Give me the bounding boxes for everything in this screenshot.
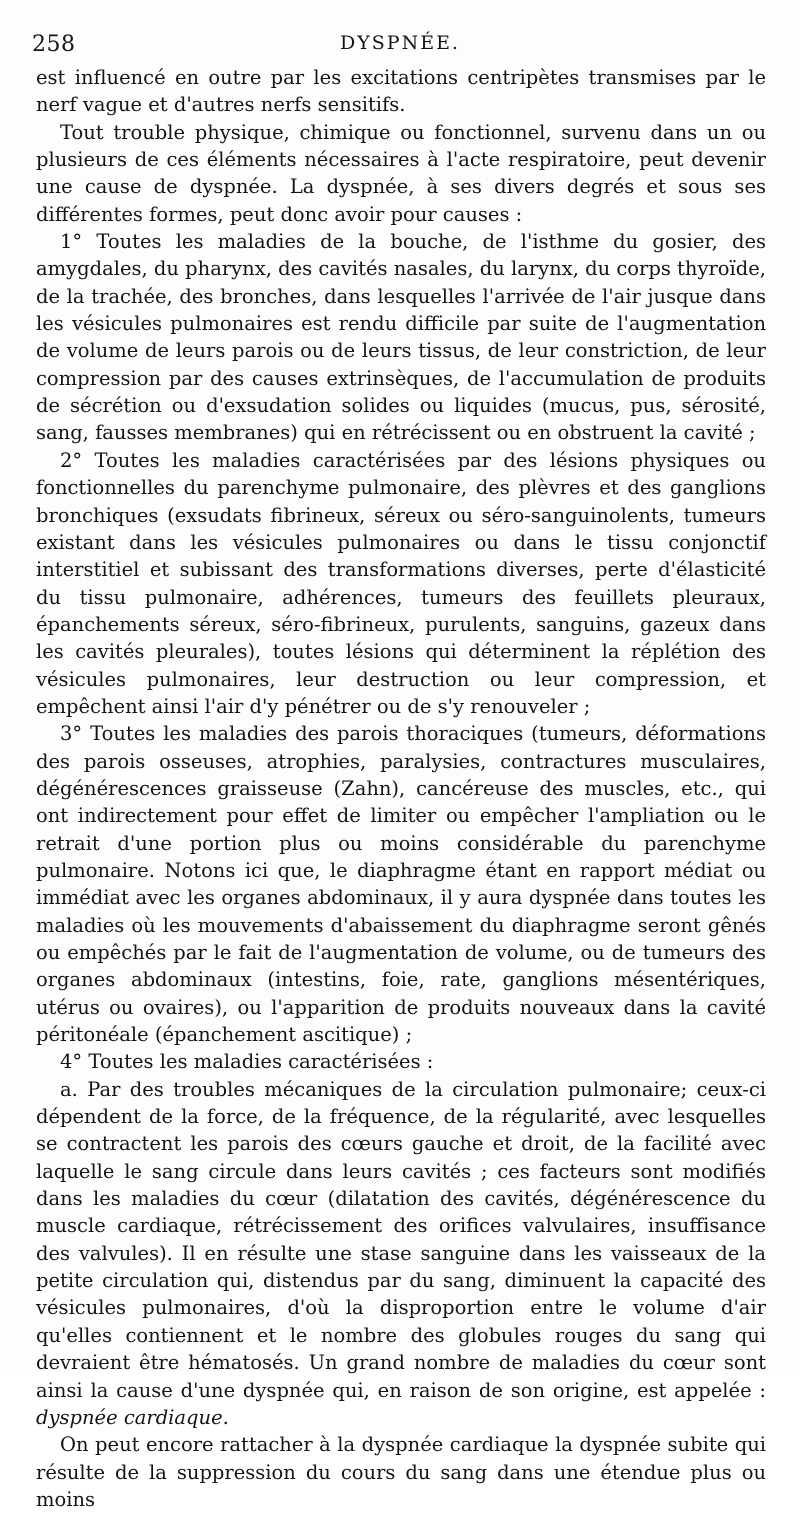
body-text <box>36 64 766 1513</box>
paragraph-cause-1: 1° Toutes les maladies de la bouche, de l'isthme du gosier, des amygdales, du pharynx, des cavités nasales, du larynx, du corps thyroïde, de la trachée, des bronches, dans lesquelles l'arrivée de l'air jusque dans les vésicules pulmonaires est rendu difficile par suite de l'augmentation de volume de leurs parois ou de leurs tissus, de leur constriction, de leur compression par des causes extrinsèques, de l'accumulation de produits de sécrétion ou d'exsudation solides ou liquides (mucus, pus, sérosité, sang, fausses membranes) qui en rétrécissent ou en obstruent la cavité ; <box>36 230 766 445</box>
paragraph-cause-3: 3° Toutes les maladies des parois thoraciques (tumeurs, déformations des parois osseuses, atrophies, paralysies, contractures musculaires, dégénérescences graisseuse (Zahn), cancéreuse des muscles, etc., qui ont indirectement pour effet de limiter ou empêcher l'ampliation ou le retrait d'une portion plus ou moins considérable du parenchyme pulmonaire. Notons ici que, le diaphragme étant en rapport médiat ou immédiat avec les organes abdominaux, il y aura dyspnée dans toutes les maladies où les mouvements d'abaissement du diaphragme seront gênés ou empêchés par le fait de l'augmentation de volume, ou de tumeurs des organes abdominaux (intestins, foie, rate, ganglions mésentériques, utérus ou ovaires), ou l'apparition de produits nouveaux dans la cavité péritonéale (épanchement ascitique) ; <box>36 722 766 1047</box>
dyspnee-cardiaque-term: dyspnée cardiaque. <box>36 1405 229 1429</box>
page-number: 258 <box>32 32 76 57</box>
paragraph-cause-4a <box>36 1076 766 1431</box>
paragraph-cause-4: 4° Toutes les maladies caractérisées : <box>60 1050 434 1074</box>
paragraph-continuation: est influencé en outre par les excitations centripètes transmises par le nerf vague et d'autres nerfs sensitifs. <box>36 66 766 117</box>
paragraph-sudden-dyspnea: On peut encore rattacher à la dyspnée cardiaque la dyspnée subite qui résulte de la suppression du cours du sang dans une étendue plus ou moins <box>36 1433 766 1511</box>
paragraph-cause-4a-text: a. Par des troubles mécaniques de la circulation pulmonaire; ceux-ci dépendent de la force, de la fréquence, de la régularité, avec lesquelles se contractent les parois des cœurs gauche et droit, de la facilité avec laquelle le sang circule dans leurs cavités ; ces facteurs sont modifiés dans les maladies du cœur (dilatation des cavités, dégénérescence du muscle cardiaque, rétrécissement des orifices valvulaires, insuffisance des valvules). Il en résulte une stase sanguine dans les vaisseaux de la petite circulation qui, distendus par du sang, diminuent la capacité des vésicules pulmonaires, d'où la disproportion entre le volume d'air qu'elles contiennent et le nombre des globules rouges du sang qui devraient être hématosés. Un grand nombre de maladies du cœur sont ainsi la cause d'une dyspnée qui, en raison de son origine, est appelée : <box>36 1077 766 1402</box>
paragraph-cause-2: 2° Toutes les maladies caractérisées par des lésions physiques ou fonctionnelles du parenchyme pulmonaire, des plèvres et des ganglions bronchiques (exsudats fibrineux, séreux ou séro-sanguinolents, tumeurs existant dans les vésicules pulmonaires ou dans le tissu conjonctif interstitiel et subissant des transformations diverses, perte d'élasticité du tissu pulmonaire, adhérences, tumeurs des feuillets pleuraux, épanchements séreux, séro-fibrineux, purulents, sanguins, gazeux dans les cavités pleurales), toutes lésions qui déterminent la réplétion des vésicules pulmonaires, leur destruction ou leur compression, et empêchent ainsi l'air d'y pénétrer ou de s'y renouveler ; <box>36 448 766 718</box>
running-title: DYSPNÉE. <box>340 32 460 54</box>
page-header <box>30 30 770 60</box>
paragraph-causes-intro: Tout trouble physique, chimique ou fonctionnel, survenu dans un ou plusieurs de ces éléments nécessaires à l'acte respiratoire, peut devenir une cause de dyspnée. La dyspnée, à ses divers degrés et sous ses différentes formes, peut donc avoir pour causes : <box>36 120 766 226</box>
